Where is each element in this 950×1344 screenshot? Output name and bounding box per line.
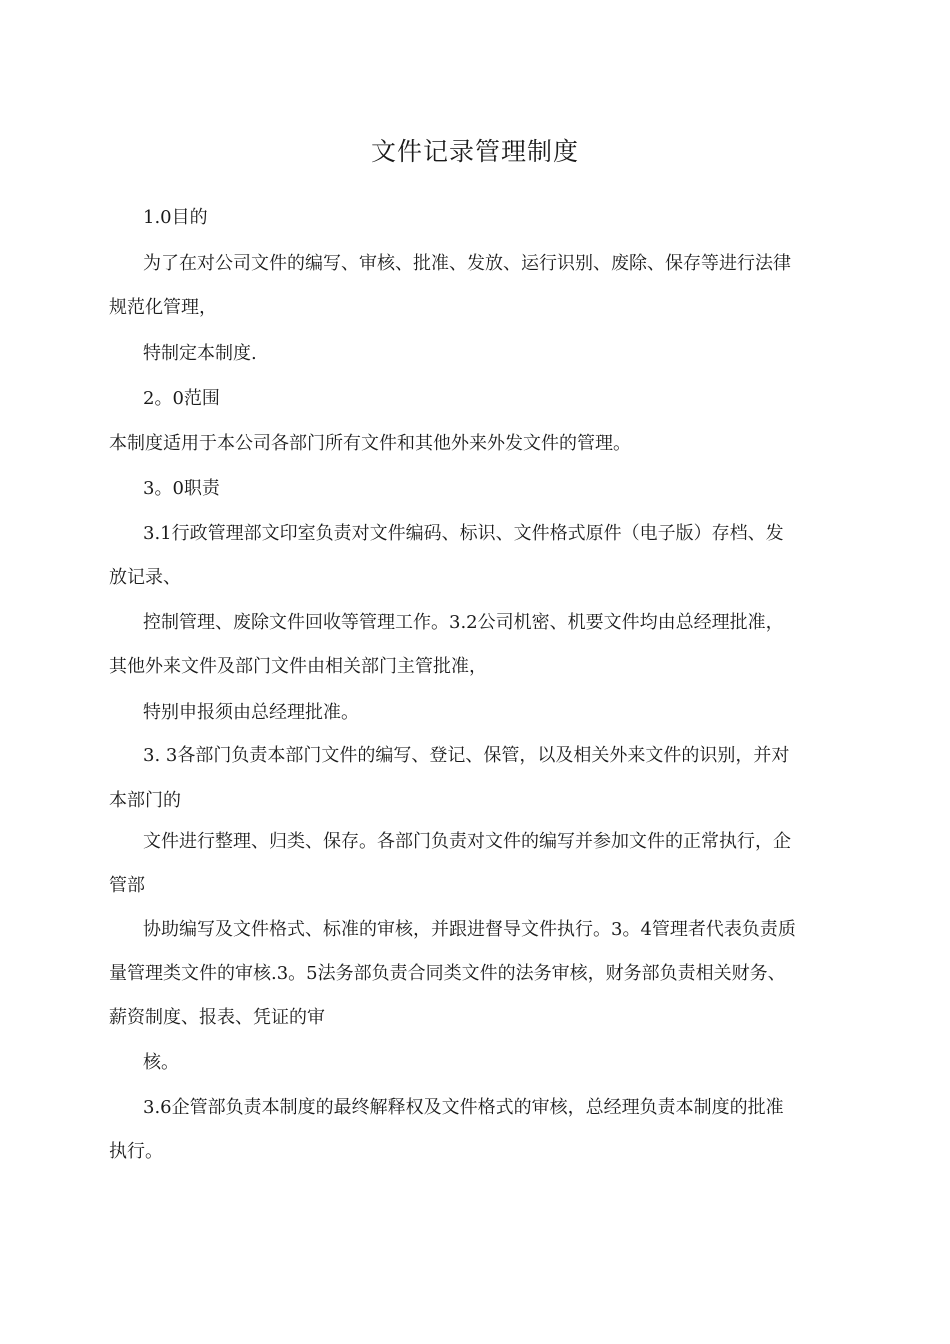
section-heading-scope: 2。0范围 [143, 388, 220, 409]
body-line: 3.1行政管理部文印室负责对文件编码、标识、文件格式原件（电子版）存档、发 [143, 523, 784, 544]
document-title: 文件记录管理制度 [370, 137, 579, 166]
body-line: 放记录、 [109, 567, 181, 588]
body-line: 管部 [109, 875, 145, 896]
section-heading-purpose: 1.0目的 [143, 207, 208, 228]
body-line: 特制定本制度. [143, 343, 257, 364]
body-line: 核。 [143, 1052, 179, 1073]
section-heading-duties: 3。0职责 [143, 478, 220, 499]
body-line: 规范化管理， [109, 297, 217, 318]
body-line: 量管理类文件的审核.3。5法务部负责合同类文件的法务审核，财务部负责相关财务、 [109, 963, 786, 984]
body-line: 本部门的 [109, 790, 181, 811]
body-line: 3.6企管部负责本制度的最终解释权及文件格式的审核，总经理负责本制度的批准 [143, 1097, 784, 1118]
body-line: 3. 3各部门负责本部门文件的编写、登记、保管，以及相关外来文件的识别，并对 [143, 745, 790, 766]
body-line: 薪资制度、报表、凭证的审 [109, 1007, 325, 1028]
body-line: 本制度适用于本公司各部门所有文件和其他外来外发文件的管理。 [109, 433, 631, 454]
body-line: 控制管理、废除文件回收等管理工作。3.2公司机密、机要文件均由总经理批准， [143, 612, 784, 633]
body-line: 为了在对公司文件的编写、审核、批准、发放、运行识别、废除、保存等进行法律 [143, 253, 791, 274]
body-line: 其他外来文件及部门文件由相关部门主管批准， [109, 656, 487, 677]
body-line: 协助编写及文件格式、标准的审核，并跟进督导文件执行。3。4管理者代表负责质 [143, 919, 796, 940]
body-line: 文件进行整理、归类、保存。各部门负责对文件的编写并参加文件的正常执行，企 [143, 831, 791, 852]
body-line: 特别申报须由总经理批准。 [143, 702, 359, 723]
body-line: 执行。 [109, 1141, 163, 1162]
